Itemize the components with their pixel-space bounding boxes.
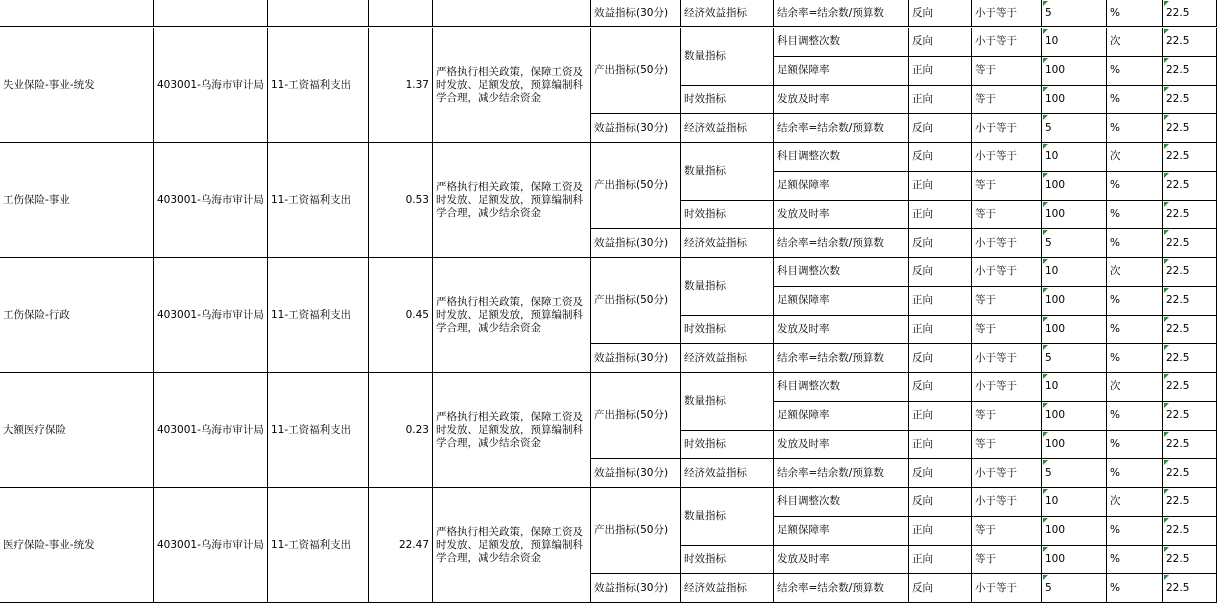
- cell-score[interactable]: 22.5: [1163, 488, 1217, 517]
- cell-target-value[interactable]: 100: [1042, 517, 1107, 546]
- cell-target-value[interactable]: 10: [1042, 28, 1107, 57]
- cell-unit[interactable]: %: [1107, 344, 1163, 373]
- cell-item-name[interactable]: 大额医疗保险: [0, 373, 154, 488]
- cell-indicator-name[interactable]: 结余率=结余数/预算数: [774, 459, 909, 488]
- cell-unit[interactable]: 次: [1107, 373, 1163, 402]
- cell-indicator-category[interactable]: 效益指标(30分): [591, 114, 681, 143]
- cell-target-value[interactable]: 10: [1042, 258, 1107, 287]
- cell-operator[interactable]: 小于等于: [972, 258, 1042, 287]
- cell-indicator-subcategory[interactable]: 数量指标: [681, 373, 774, 431]
- cell-indicator-category[interactable]: 产出指标(50分): [591, 143, 681, 229]
- cell-economic-class[interactable]: 11-工资福利支出: [268, 143, 369, 258]
- cell-operator[interactable]: 小于等于: [972, 114, 1042, 143]
- cell-score[interactable]: 22.5: [1163, 287, 1217, 316]
- cell-empty[interactable]: [369, 0, 433, 27]
- cell-score[interactable]: 22.5: [1163, 517, 1217, 546]
- cell-operator[interactable]: 小于等于: [972, 229, 1042, 258]
- cell-target-value[interactable]: 100: [1042, 402, 1107, 431]
- cell-target-value[interactable]: 100: [1042, 201, 1107, 230]
- cell-indicator-name[interactable]: 结余率=结余数/预算数: [774, 229, 909, 258]
- cell-department[interactable]: 403001-乌海市审计局: [154, 488, 268, 603]
- cell-performance-goal[interactable]: 严格执行相关政策，保障工资及时发放、足额发放，预算编制科学合理，减少结余资金: [433, 143, 591, 258]
- cell-indicator-name[interactable]: 发放及时率: [774, 201, 909, 230]
- cell-indicator-name[interactable]: 足额保障率: [774, 402, 909, 431]
- cell-operator[interactable]: 等于: [972, 287, 1042, 316]
- cell-operator[interactable]: 小于等于: [972, 373, 1042, 402]
- cell-unit[interactable]: %: [1107, 431, 1163, 460]
- cell-empty[interactable]: [268, 0, 369, 27]
- cell-performance-goal[interactable]: 严格执行相关政策，保障工资及时发放、足额发放，预算编制科学合理，减少结余资金: [433, 258, 591, 373]
- cell-operator[interactable]: 小于等于: [972, 28, 1042, 57]
- cell-unit[interactable]: %: [1107, 201, 1163, 230]
- cell-indicator-name[interactable]: 科目调整次数: [774, 258, 909, 287]
- cell-target-value[interactable]: 100: [1042, 287, 1107, 316]
- cell-operator[interactable]: 小于等于: [972, 0, 1042, 27]
- cell-direction[interactable]: 正向: [909, 86, 972, 115]
- cell-score[interactable]: 22.5: [1163, 28, 1217, 57]
- cell-direction[interactable]: 反向: [909, 488, 972, 517]
- cell-indicator-category[interactable]: 效益指标(30分): [591, 229, 681, 258]
- cell-direction[interactable]: 反向: [909, 258, 972, 287]
- cell-operator[interactable]: 小于等于: [972, 143, 1042, 172]
- cell-amount[interactable]: 0.53: [369, 143, 433, 258]
- cell-empty[interactable]: [154, 0, 268, 27]
- cell-direction[interactable]: 正向: [909, 517, 972, 546]
- cell-score[interactable]: 22.5: [1163, 316, 1217, 345]
- cell-target-value[interactable]: 100: [1042, 546, 1107, 575]
- cell-indicator-name[interactable]: 足额保障率: [774, 517, 909, 546]
- cell-indicator-subcategory[interactable]: 数量指标: [681, 258, 774, 316]
- cell-indicator-subcategory[interactable]: 数量指标: [681, 28, 774, 86]
- cell-indicator-subcategory[interactable]: 时效指标: [681, 316, 774, 345]
- cell-indicator-name[interactable]: 发放及时率: [774, 86, 909, 115]
- cell-operator[interactable]: 等于: [972, 57, 1042, 86]
- cell-item-name[interactable]: 工伤保险-事业: [0, 143, 154, 258]
- cell-indicator-name[interactable]: 发放及时率: [774, 431, 909, 460]
- cell-unit[interactable]: %: [1107, 402, 1163, 431]
- cell-target-value[interactable]: 5: [1042, 459, 1107, 488]
- cell-direction[interactable]: 正向: [909, 316, 972, 345]
- cell-direction[interactable]: 反向: [909, 28, 972, 57]
- cell-indicator-category[interactable]: 产出指标(50分): [591, 258, 681, 344]
- cell-amount[interactable]: 0.23: [369, 373, 433, 488]
- cell-indicator-category[interactable]: 产出指标(50分): [591, 373, 681, 459]
- cell-unit[interactable]: %: [1107, 57, 1163, 86]
- cell-indicator-subcategory[interactable]: 时效指标: [681, 201, 774, 230]
- cell-direction[interactable]: 正向: [909, 287, 972, 316]
- cell-department[interactable]: 403001-乌海市审计局: [154, 143, 268, 258]
- cell-economic-class[interactable]: 11-工资福利支出: [268, 488, 369, 603]
- cell-indicator-category[interactable]: 效益指标(30分): [591, 574, 681, 603]
- cell-indicator-subcategory[interactable]: 时效指标: [681, 86, 774, 115]
- cell-direction[interactable]: 反向: [909, 0, 972, 27]
- cell-indicator-name[interactable]: 发放及时率: [774, 316, 909, 345]
- cell-score[interactable]: 22.5: [1163, 546, 1217, 575]
- cell-score[interactable]: 22.5: [1163, 459, 1217, 488]
- cell-indicator-category[interactable]: 产出指标(50分): [591, 28, 681, 114]
- cell-score[interactable]: 22.5: [1163, 402, 1217, 431]
- cell-operator[interactable]: 等于: [972, 517, 1042, 546]
- cell-target-value[interactable]: 10: [1042, 488, 1107, 517]
- cell-unit[interactable]: %: [1107, 229, 1163, 258]
- cell-indicator-subcategory[interactable]: 经济效益指标: [681, 0, 774, 27]
- cell-unit[interactable]: %: [1107, 459, 1163, 488]
- cell-target-value[interactable]: 5: [1042, 0, 1107, 27]
- cell-score[interactable]: 22.5: [1163, 344, 1217, 373]
- cell-indicator-subcategory[interactable]: 数量指标: [681, 488, 774, 546]
- cell-target-value[interactable]: 100: [1042, 172, 1107, 201]
- cell-target-value[interactable]: 5: [1042, 229, 1107, 258]
- cell-target-value[interactable]: 5: [1042, 344, 1107, 373]
- cell-unit[interactable]: 次: [1107, 28, 1163, 57]
- cell-score[interactable]: 22.5: [1163, 258, 1217, 287]
- cell-operator[interactable]: 等于: [972, 546, 1042, 575]
- cell-indicator-subcategory[interactable]: 时效指标: [681, 546, 774, 575]
- cell-economic-class[interactable]: 11-工资福利支出: [268, 28, 369, 143]
- cell-department[interactable]: 403001-乌海市审计局: [154, 373, 268, 488]
- cell-direction[interactable]: 正向: [909, 57, 972, 86]
- cell-indicator-name[interactable]: 结余率=结余数/预算数: [774, 344, 909, 373]
- cell-amount[interactable]: 1.37: [369, 28, 433, 143]
- cell-department[interactable]: 403001-乌海市审计局: [154, 258, 268, 373]
- cell-indicator-name[interactable]: 结余率=结余数/预算数: [774, 114, 909, 143]
- cell-indicator-subcategory[interactable]: 经济效益指标: [681, 574, 774, 603]
- cell-unit[interactable]: %: [1107, 114, 1163, 143]
- cell-performance-goal[interactable]: 严格执行相关政策，保障工资及时发放、足额发放，预算编制科学合理，减少结余资金: [433, 373, 591, 488]
- cell-score[interactable]: 22.5: [1163, 431, 1217, 460]
- cell-indicator-subcategory[interactable]: 经济效益指标: [681, 114, 774, 143]
- cell-score[interactable]: 22.5: [1163, 0, 1217, 27]
- cell-unit[interactable]: %: [1107, 517, 1163, 546]
- cell-target-value[interactable]: 5: [1042, 574, 1107, 603]
- cell-performance-goal[interactable]: 严格执行相关政策，保障工资及时发放、足额发放，预算编制科学合理，减少结余资金: [433, 488, 591, 603]
- cell-amount[interactable]: 22.47: [369, 488, 433, 603]
- cell-indicator-name[interactable]: 足额保障率: [774, 57, 909, 86]
- cell-indicator-subcategory[interactable]: 数量指标: [681, 143, 774, 201]
- cell-direction[interactable]: 正向: [909, 431, 972, 460]
- cell-operator[interactable]: 等于: [972, 402, 1042, 431]
- cell-operator[interactable]: 小于等于: [972, 574, 1042, 603]
- cell-score[interactable]: 22.5: [1163, 86, 1217, 115]
- cell-operator[interactable]: 等于: [972, 201, 1042, 230]
- cell-direction[interactable]: 正向: [909, 172, 972, 201]
- cell-direction[interactable]: 反向: [909, 574, 972, 603]
- cell-item-name[interactable]: 医疗保险-事业-统发: [0, 488, 154, 603]
- cell-score[interactable]: 22.5: [1163, 201, 1217, 230]
- cell-score[interactable]: 22.5: [1163, 229, 1217, 258]
- cell-performance-goal[interactable]: 严格执行相关政策，保障工资及时发放、足额发放，预算编制科学合理，减少结余资金: [433, 28, 591, 143]
- cell-direction[interactable]: 反向: [909, 143, 972, 172]
- cell-indicator-name[interactable]: 发放及时率: [774, 546, 909, 575]
- cell-indicator-subcategory[interactable]: 经济效益指标: [681, 344, 774, 373]
- cell-operator[interactable]: 小于等于: [972, 459, 1042, 488]
- cell-target-value[interactable]: 10: [1042, 143, 1107, 172]
- cell-target-value[interactable]: 10: [1042, 373, 1107, 402]
- cell-direction[interactable]: 反向: [909, 114, 972, 143]
- cell-operator[interactable]: 等于: [972, 316, 1042, 345]
- cell-department[interactable]: 403001-乌海市审计局: [154, 28, 268, 143]
- cell-unit[interactable]: %: [1107, 172, 1163, 201]
- cell-indicator-name[interactable]: 结余率=结余数/预算数: [774, 574, 909, 603]
- cell-indicator-category[interactable]: 效益指标(30分): [591, 459, 681, 488]
- cell-economic-class[interactable]: 11-工资福利支出: [268, 373, 369, 488]
- cell-target-value[interactable]: 100: [1042, 86, 1107, 115]
- cell-target-value[interactable]: 100: [1042, 431, 1107, 460]
- cell-target-value[interactable]: 100: [1042, 316, 1107, 345]
- cell-direction[interactable]: 正向: [909, 546, 972, 575]
- cell-target-value[interactable]: 5: [1042, 114, 1107, 143]
- cell-score[interactable]: 22.5: [1163, 373, 1217, 402]
- cell-unit[interactable]: 次: [1107, 488, 1163, 517]
- cell-unit[interactable]: 次: [1107, 143, 1163, 172]
- cell-operator[interactable]: 等于: [972, 172, 1042, 201]
- cell-amount[interactable]: 0.45: [369, 258, 433, 373]
- cell-unit[interactable]: %: [1107, 316, 1163, 345]
- cell-operator[interactable]: 小于等于: [972, 344, 1042, 373]
- cell-indicator-subcategory[interactable]: 时效指标: [681, 431, 774, 460]
- cell-indicator-name[interactable]: 科目调整次数: [774, 28, 909, 57]
- cell-indicator-subcategory[interactable]: 经济效益指标: [681, 229, 774, 258]
- cell-score[interactable]: 22.5: [1163, 574, 1217, 603]
- cell-direction[interactable]: 反向: [909, 344, 972, 373]
- cell-indicator-name[interactable]: 科目调整次数: [774, 373, 909, 402]
- cell-indicator-category[interactable]: 效益指标(30分): [591, 0, 681, 27]
- cell-indicator-name[interactable]: 科目调整次数: [774, 143, 909, 172]
- cell-direction[interactable]: 反向: [909, 459, 972, 488]
- cell-direction[interactable]: 反向: [909, 229, 972, 258]
- cell-target-value[interactable]: 100: [1042, 57, 1107, 86]
- cell-unit[interactable]: %: [1107, 574, 1163, 603]
- cell-score[interactable]: 22.5: [1163, 114, 1217, 143]
- cell-indicator-name[interactable]: 足额保障率: [774, 172, 909, 201]
- cell-score[interactable]: 22.5: [1163, 172, 1217, 201]
- cell-indicator-name[interactable]: 结余率=结余数/预算数: [774, 0, 909, 27]
- cell-indicator-category[interactable]: 效益指标(30分): [591, 344, 681, 373]
- cell-direction[interactable]: 反向: [909, 373, 972, 402]
- cell-score[interactable]: 22.5: [1163, 143, 1217, 172]
- cell-score[interactable]: 22.5: [1163, 57, 1217, 86]
- cell-indicator-name[interactable]: 足额保障率: [774, 287, 909, 316]
- cell-direction[interactable]: 正向: [909, 402, 972, 431]
- cell-operator[interactable]: 小于等于: [972, 488, 1042, 517]
- cell-operator[interactable]: 等于: [972, 86, 1042, 115]
- cell-unit[interactable]: %: [1107, 287, 1163, 316]
- cell-operator[interactable]: 等于: [972, 431, 1042, 460]
- cell-economic-class[interactable]: 11-工资福利支出: [268, 258, 369, 373]
- cell-empty[interactable]: [433, 0, 591, 27]
- cell-unit[interactable]: %: [1107, 0, 1163, 27]
- cell-indicator-category[interactable]: 产出指标(50分): [591, 488, 681, 574]
- cell-direction[interactable]: 正向: [909, 201, 972, 230]
- cell-indicator-name[interactable]: 科目调整次数: [774, 488, 909, 517]
- cell-item-name[interactable]: 工伤保险-行政: [0, 258, 154, 373]
- cell-indicator-subcategory[interactable]: 经济效益指标: [681, 459, 774, 488]
- cell-item-name[interactable]: 失业保险-事业-统发: [0, 28, 154, 143]
- cell-empty[interactable]: [0, 0, 154, 27]
- cell-unit[interactable]: %: [1107, 86, 1163, 115]
- cell-unit[interactable]: %: [1107, 546, 1163, 575]
- cell-unit[interactable]: 次: [1107, 258, 1163, 287]
